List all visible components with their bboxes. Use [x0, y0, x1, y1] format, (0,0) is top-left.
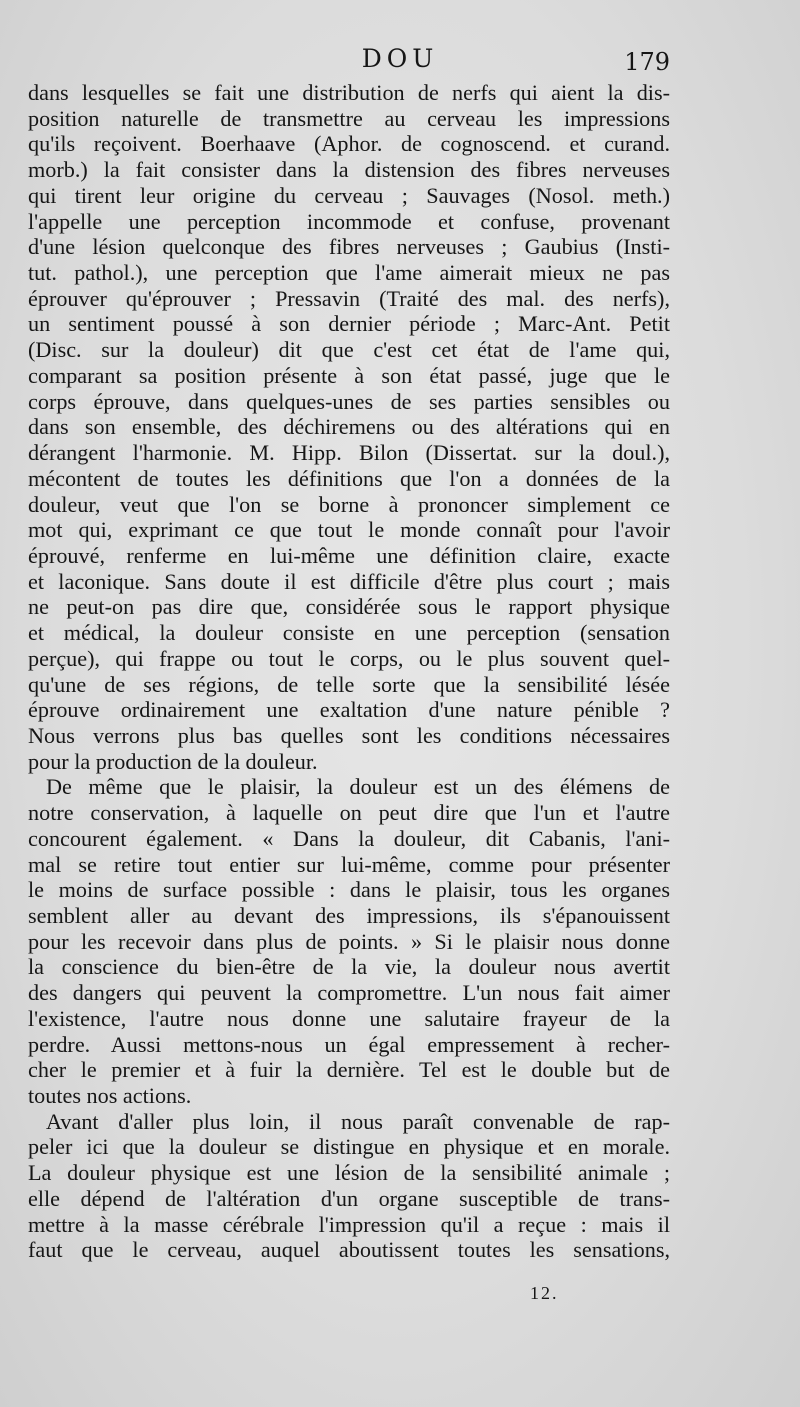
- text-line: position naturelle de transmettre au cerveau les impressions: [28, 105, 670, 131]
- text-line: Avant d'aller plus loin, il nous paraît convenable de rap-: [46, 1108, 670, 1134]
- text-line: des dangers qui peuvent la compromettre. L'un nous fait aimer: [28, 980, 670, 1006]
- text-line: mal se retire tout entier sur lui-même, comme pour présenter: [28, 851, 670, 877]
- text-line: elle dépend de l'altération d'un organe susceptible de trans-: [28, 1185, 670, 1211]
- text-line: concourent également. « Dans la douleur, dit Cabanis, l'ani-: [28, 825, 670, 851]
- text-line: mécontent de toutes les définitions que l'on a données de la: [28, 465, 670, 491]
- running-head: [0, 44, 800, 80]
- text-line: et médical, la douleur consiste en une perception (sensation: [28, 620, 670, 646]
- text-line: (Disc. sur la douleur) dit que c'est cet état de l'ame qui,: [28, 337, 670, 363]
- text-line: dérangent l'harmonie. M. Hipp. Bilon (Dissertat. sur la doul.),: [28, 440, 670, 466]
- text-line: pour les recevoir dans plus de points. » Si le plaisir nous donne: [28, 928, 670, 954]
- text-line: semblent aller au devant des impressions, ils s'épanouissent: [28, 903, 670, 928]
- text-line: dans lesquelles se fait une distribution de nerfs qui aient la dis-: [28, 80, 670, 105]
- text-line: éprouve ordinairement une exaltation d'une nature pénible ?: [28, 697, 670, 723]
- text-line: notre conservation, à laquelle on peut dire que l'un et l'autre: [28, 800, 670, 826]
- text-line: perçue), qui frappe ou tout le corps, ou le plus souvent quel-: [28, 645, 670, 671]
- text-line: mettre à la masse cérébrale l'impression qu'il a reçue : mais il: [28, 1211, 670, 1237]
- text-line: faut que le cerveau, auquel aboutissent toutes les sensations,: [28, 1237, 670, 1263]
- text-line: ne peut-on pas dire que, considérée sous le rapport physique: [28, 594, 670, 620]
- text-line: peler ici que la douleur se distingue en physique et en morale.: [28, 1134, 670, 1160]
- text-line: d'une lésion quelconque des fibres nerveuses ; Gaubius (Insti-: [28, 234, 670, 260]
- text-line: morb.) la fait consister dans la distension des fibres nerveuses: [28, 157, 670, 183]
- text-line: la conscience du bien-être de la vie, la douleur nous avertit: [28, 954, 670, 980]
- text-line: De même que le plaisir, la douleur est un des élémens de: [46, 774, 670, 800]
- text-line: douleur, veut que l'on se borne à prononcer simplement ce: [28, 491, 670, 517]
- text-line: l'existence, l'autre nous donne une salutaire frayeur de la: [28, 1005, 670, 1031]
- text-line: l'appelle une perception incommode et confuse, provenant: [28, 208, 670, 234]
- text-line: qu'ils reçoivent. Boerhaave (Aphor. de cognoscend. et curand.: [28, 131, 670, 157]
- text-line: et laconique. Sans doute il est difficile d'être plus court ; mais: [28, 568, 670, 594]
- running-title: DOU: [361, 44, 439, 73]
- body-text: [28, 80, 670, 1263]
- text-line: le moins de surface possible : dans le plaisir, tous les organes: [28, 877, 670, 903]
- text-line: dans son ensemble, des déchiremens ou des altérations qui en: [28, 414, 670, 440]
- text-line: cher le premier et à fuir la dernière. Tel est le double but de: [28, 1057, 670, 1083]
- text-line: éprouvé, renferme en lui-même une définition claire, exacte: [28, 542, 670, 568]
- text-line: pour la production de la douleur.: [28, 748, 318, 774]
- text-line: Nous verrons plus bas quelles sont les conditions nécessaires: [28, 722, 670, 748]
- text-line: un sentiment poussé à son dernier période ; Marc-Ant. Petit: [28, 311, 670, 337]
- page-number: 179: [624, 48, 670, 76]
- text-line: qui tirent leur origine du cerveau ; Sauvages (Nosol. meth.): [28, 182, 670, 208]
- text-line: comparant sa position présente à son état passé, juge que le: [28, 362, 670, 388]
- text-line: perdre. Aussi mettons-nous un égal empressement à recher-: [28, 1031, 670, 1057]
- text-line: qu'une de ses régions, de telle sorte que la sensibilité lésée: [28, 671, 670, 697]
- text-line: toutes nos actions.: [28, 1083, 192, 1109]
- text-line: éprouver qu'éprouver ; Pressavin (Traité des mal. des nerfs),: [28, 285, 670, 311]
- signature-mark: 12.: [530, 1283, 559, 1303]
- text-line: La douleur physique est une lésion de la sensibilité animale ;: [28, 1160, 670, 1186]
- text-line: mot qui, exprimant ce que tout le monde connaît pour l'avoir: [28, 517, 670, 543]
- text-line: corps éprouve, dans quelques-unes de ses parties sensibles ou: [28, 388, 670, 414]
- text-line: tut. pathol.), une perception que l'ame aimerait mieux ne pas: [28, 260, 670, 286]
